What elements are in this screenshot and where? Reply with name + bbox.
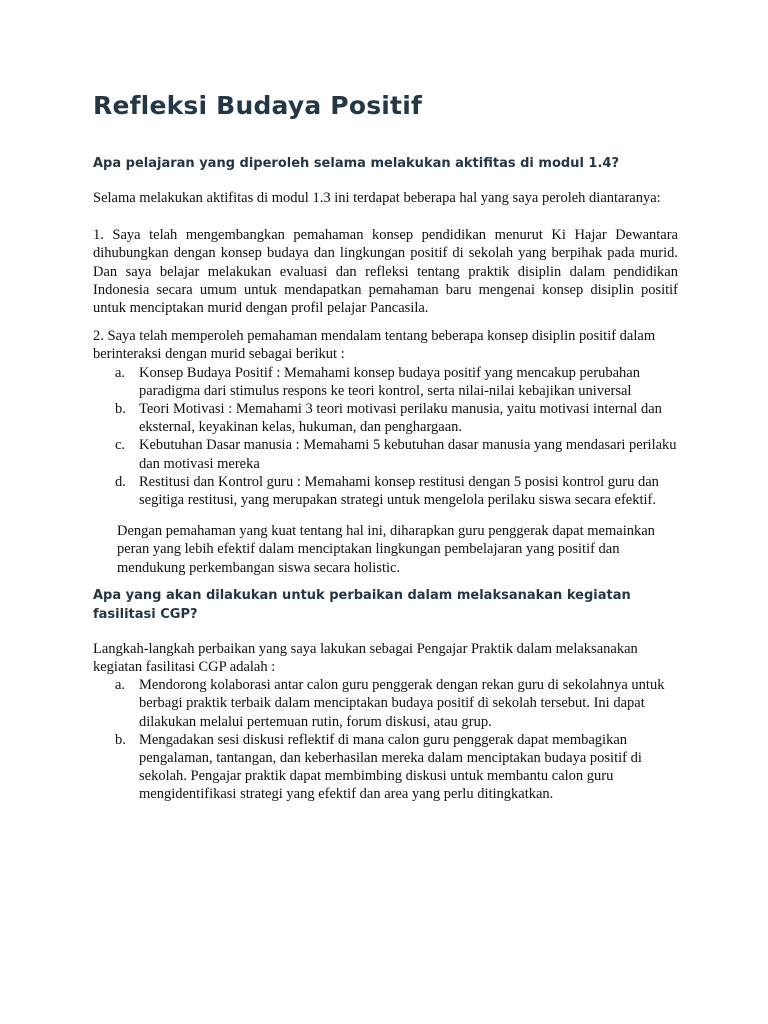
list-marker: c. [115,437,126,454]
list-marker: b. [115,401,126,418]
list-marker: a. [115,677,126,694]
list-item [93,364,678,400]
closing-paragraph: Dengan pemahaman yang kuat tentang hal ini, diharapkan guru penggerak dapat memainkan peran yang lebih efektif dalam menciptakan lingkungan pembelajaran yang positif dan mendukung perkembangan siswa secara holistic. [117,523,655,576]
point-1-paragraph: 1. Saya telah mengembangkan pemahaman konsep pendidikan menurut Ki Hajar Dewantara dihubungkan dengan konsep budaya dan lingkungan positif di sekolah yang berpihak pada murid. Dan saya belajar melakukan evaluasi dan refleksi tentang praktik disiplin dalam pendidikan Indonesia secara umum untuk mendapatkan pemahaman baru mengenai konsep disiplin positif untuk menciptakan murid dengan profil pelajar Pancasila. [93,227,678,317]
section-heading-lessons: Apa pelajaran yang diperoleh selama melakukan aktifitas di modul 1.4? [93,156,619,171]
point-2-paragraph: 2. Saya telah memperoleh pemahaman mendalam tentang beberapa konsep disiplin positif dalam berinteraksi dengan murid sebagai berikut : [93,328,656,363]
list-item [93,436,678,472]
document-page [93,88,678,804]
concept-list [93,364,678,510]
list-item-text: Restitusi dan Kontrol guru : Memahami konsep restitusi dengan 5 posisi kontrol guru dan segitiga restitusi, yang merupakan strategi untuk mengelola perilaku siswa secara efektif. [139,473,659,509]
list-item-text: Kebutuhan Dasar manusia : Memahami 5 kebutuhan dasar manusia yang mendasari perilaku dan motivasi mereka [139,437,677,472]
list-item-text: Mendorong kolaborasi antar calon guru penggerak dengan rekan guru di sekolahnya untuk berbagi praktik terbaik dalam menciptakan budaya positif di sekolah tersebut. Ini dapat dilakukan melalui pertemuan rutin, forum diskusi, atau grup. [139,677,665,730]
list-marker: b. [115,731,126,748]
section-heading-improvements: Apa yang akan dilakukan untuk perbaikan dalam melaksanakan kegiatan fasilitasi CGP? [93,587,631,622]
list-marker: d. [115,473,126,490]
section1-intro: Selama melakukan aktifitas di modul 1.3 ini terdapat beberapa hal yang saya peroleh diantaranya: [93,190,661,206]
list-marker: a. [115,364,126,381]
section2-intro: Langkah-langkah perbaikan yang saya lakukan sebagai Pengajar Praktik dalam melaksanakan kegiatan fasilitasi CGP adalah : [93,640,638,676]
list-item-text: Teori Motivasi : Memahami 3 teori motivasi perilaku manusia, yaitu motivasi internal dan eksternal, keyakinan kelas, hukuman, dan penghargaan. [139,401,662,436]
list-item [93,400,678,436]
list-item-text: Konsep Budaya Positif : Memahami konsep budaya positif yang mencakup perubahan paradigma dari stimulus respons ke teori kontrol, serta nilai-nilai kebajikan universal [139,364,640,399]
list-item [93,676,678,731]
list-item [93,731,678,804]
list-item-text: Mengadakan sesi diskusi reflektif di mana calon guru penggerak dapat membagikan pengalaman, tantangan, dan keberhasilan mereka dalam menciptakan budaya positif di sekolah. Pengajar praktik dapat membimbing diskusi untuk membantu calon guru mengidentifikasi strategi yang efektif dan area yang perlu ditingkatkan. [139,731,642,803]
improvement-list [93,676,678,803]
document-title: Refleksi Budaya Positif [93,91,423,120]
list-item [93,473,678,509]
